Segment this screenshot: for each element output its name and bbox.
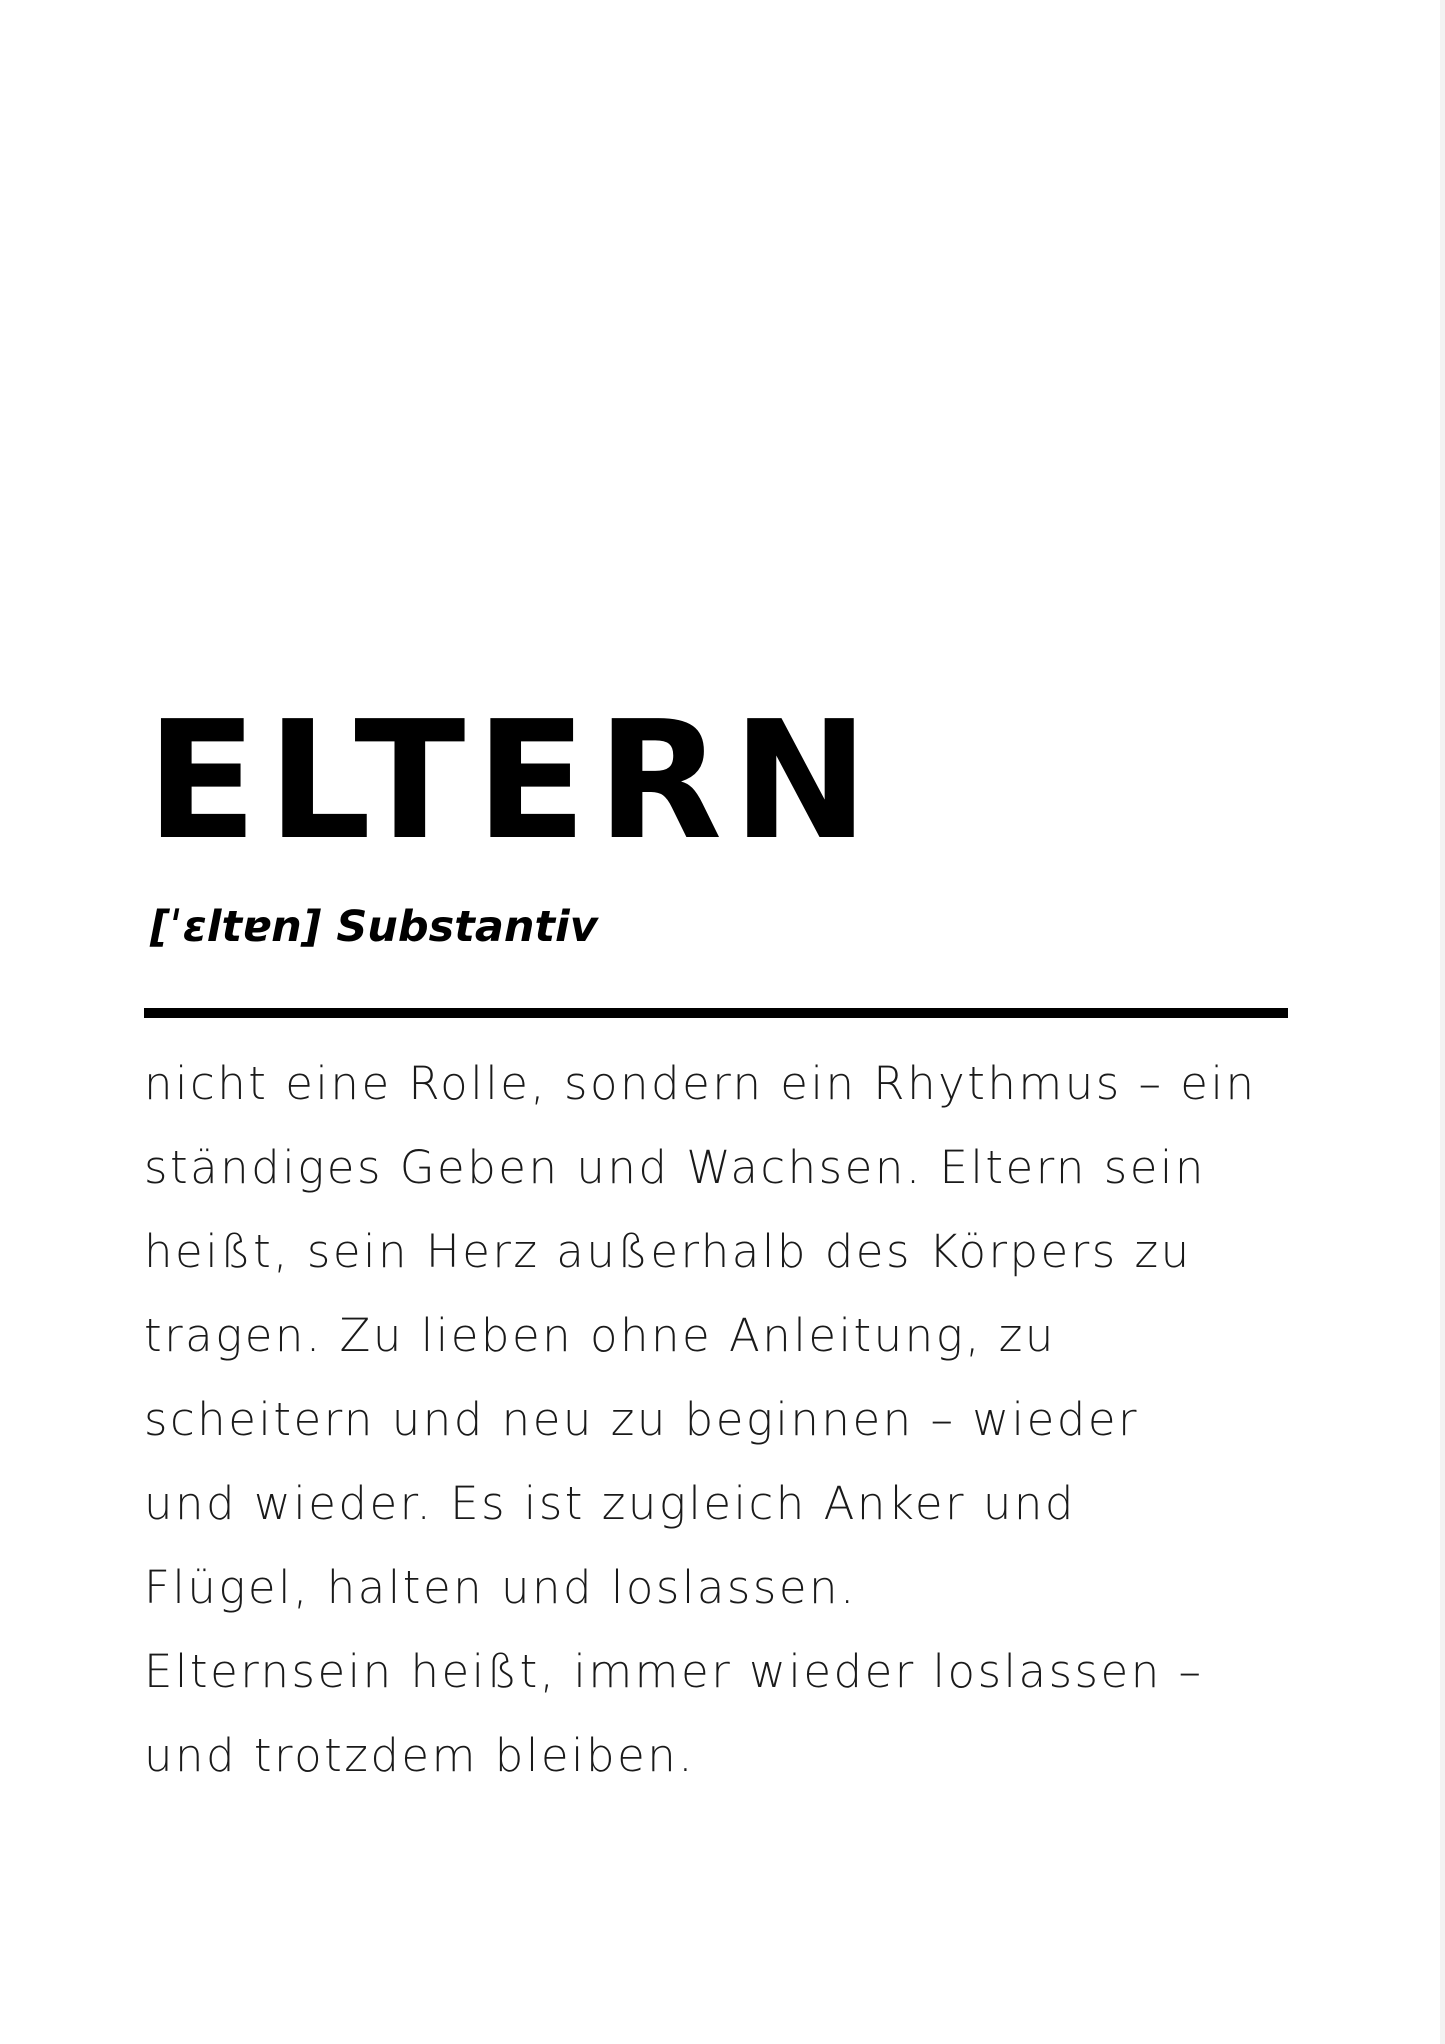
part-of-speech: Substantiv	[336, 902, 598, 952]
definition-line: tragen. Zu lieben ohne Anleitung, zu	[144, 1309, 1056, 1362]
definition-line: nicht eine Rolle, sondern ein Rhythmus – ein	[144, 1057, 1257, 1110]
definition-line: scheitern und neu zu beginnen – wieder	[144, 1393, 1139, 1446]
definition-line: und trotzdem bleiben.	[144, 1729, 696, 1782]
divider-rule	[144, 1008, 1288, 1018]
entry-word: ELTERN	[146, 687, 879, 876]
definition-line: Elternsein heißt, immer wieder loslassen –	[144, 1645, 1204, 1698]
definition-line: und wieder. Es ist zugleich Anker und	[144, 1477, 1076, 1530]
pronunciation: [ˈɛltɐn]	[150, 902, 322, 952]
definition-line: ständiges Geben und Wachsen. Eltern sein	[144, 1141, 1206, 1194]
definition-line: Flügel, halten und loslassen.	[144, 1561, 857, 1614]
pronunciation-line	[150, 902, 598, 952]
definition-line: heißt, sein Herz außerhalb des Körpers zu	[144, 1225, 1192, 1278]
page-edge	[1440, 0, 1445, 2044]
definition-text	[144, 1042, 1304, 1798]
